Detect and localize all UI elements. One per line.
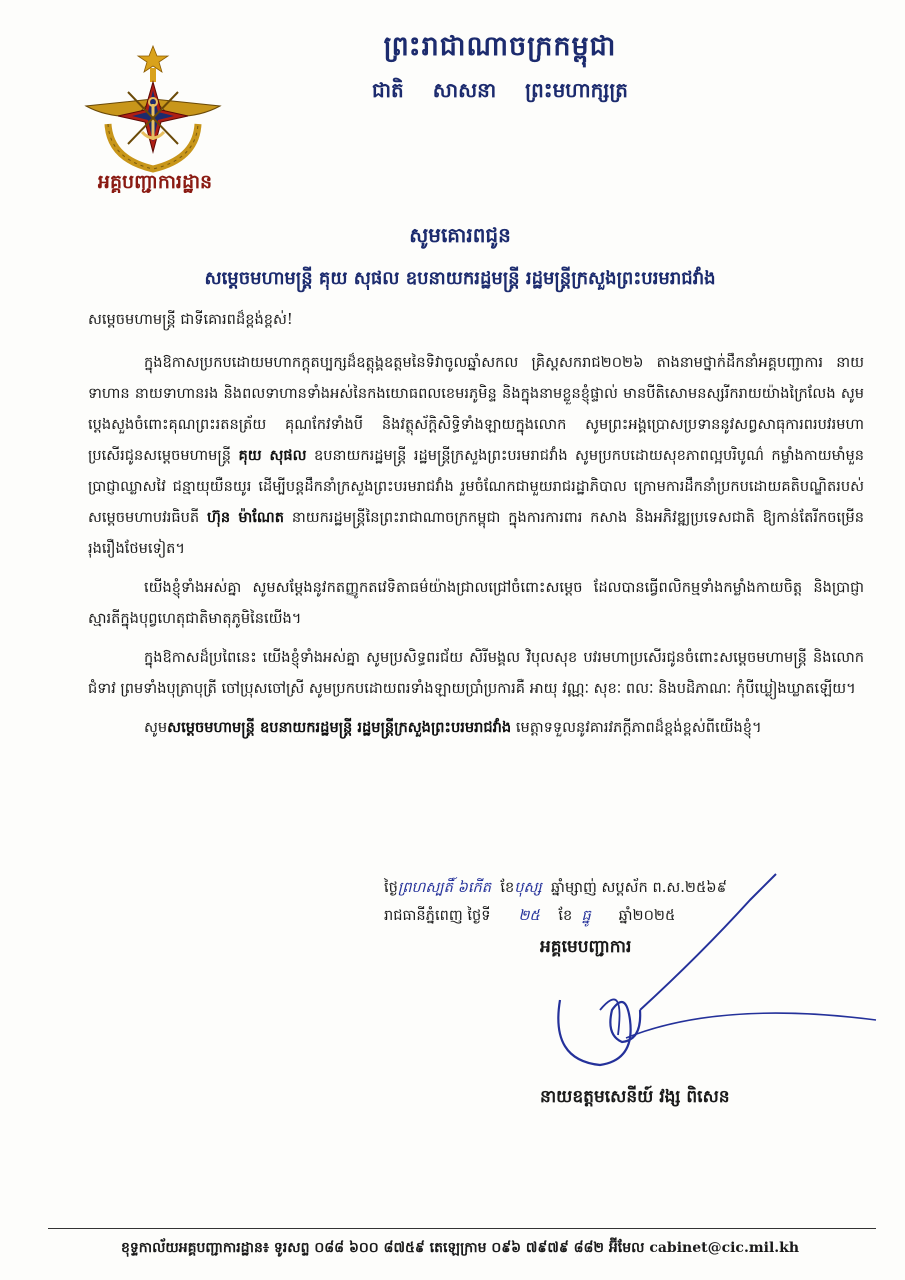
signatory-title: អគ្គមេបញ្ជាការ [540, 937, 632, 957]
salutation: សម្តេចមហាមន្ត្រី ជាទីគោរពដ៏ខ្ពង់ខ្ពស់! [88, 311, 293, 328]
paragraph-1-text-a: ក្នុងឱកាសប្រកបដោយមហាកក្តុតប្បក្សដ៏ឧត្តុង្គឧត្តមនៃទិវាចូលឆ្នាំសកល គ្រិស្តសករាជ២០២៦ តាងនាមថ្នាក់ដឹកនាំអគ្គបញ្ជាការ នាយទាហាន នាយទាហានរង និងពលទាហានទាំងអស់នៃកងយោធពលខេមរភូមិន្ទ និងក្នុងនាមខ្លួនខ្ញុំផ្ទាល់ មានបីតិសោមនស្សរីករាយយ៉ាងក្រៃលែង សូមប្ដេងសួងចំពោះគុណព្រះរតនត្រ័យ គុណកែវទាំងបី និងវត្ថុស័ក្តិសិទ្ធិទាំងឡាយក្នុងលោក សូមព្រះអង្គប្រោសប្រទាននូវសព្វសាធុការពរបវរមហាប្រសើរជូនសម្តេចមហាមន្ត្រី [88, 354, 864, 464]
paragraph-1-name: គុយ សុផល [238, 447, 307, 464]
paragraph-4-text-b: មេត្តាទទួលនូវគារវភក្តីភាពដ៏ខ្ពង់ខ្ពស់ពីយើងខ្ញុំ។ [515, 719, 762, 736]
paragraph-1-text-b: ឧបនាយករដ្ឋមន្ត្រី រដ្ឋមន្ត្រីក្រសួងព្រះបរមរាជវាំង សូមប្រកបដោយសុខភាពល្អបរិបូណ៌ កម្លាំងកាយមាំមួន ប្រាជ្ញាឈ្លាសវៃ ជន្មាយុយឺនយូរ ដើម្បីបន្តដឹកនាំក្រសួងព្រះបរមរាជវាំង រួមចំណែកជាមួយរាជរដ្ឋាភិបាល ក្រោមការដឹកនាំប្រកបដោយគតិបណ្ឌិតរបស់សម្តេចមហាបវរធិបតី [88, 447, 865, 526]
footer-divider [48, 1228, 876, 1229]
addressee-greeting: សូមគោរពជូន [409, 223, 511, 247]
dateline-solar-day: ២៥ [518, 907, 540, 924]
paragraph-1-pm-name: ហ៊ុន ម៉ាណែត [206, 509, 284, 526]
footer-contact: ខុទ្ទកាល័យអគ្គបញ្ជាការដ្ឋាន៖ ទូរសព្ទ ០៨៨ ៦០០ ៨៧៥៩ តេឡេក្រាម ០៩៦ ៧៩៧៩ ៨៨២ អ៊ីមែល cabinet@cic.mil.kh [120, 1240, 800, 1256]
dateline-solar-suffix: ឆ្នាំ២០២៥ [618, 907, 676, 924]
letter-body [88, 304, 864, 751]
dateline-lunar-month: បុស្ស [514, 879, 542, 896]
dateline-solar-month: ធ្នូ [581, 907, 591, 924]
addressee-block [60, 222, 860, 293]
kingdom-heading [340, 30, 660, 107]
paragraph-4-text-a: សូម [144, 719, 168, 736]
dateline-lunar-prefix: ថ្ងៃ [384, 879, 398, 896]
paragraph-1-text-c: នាយករដ្ឋមន្ត្រីនៃព្រះរាជាណាចក្រកម្ពុជា ក្នុងការការពារ កសាង និងអភិវឌ្ឍប្រទេសជាតិ ឱ្យកាន់តែរីកចម្រើនរុងរឿងថែមទៀត។ [88, 509, 865, 557]
paragraph-4 [88, 712, 864, 743]
dateline-lunar-month-label: ខែ [500, 879, 515, 896]
military-emblem-icon [78, 44, 228, 174]
kingdom-title: ព្រះរាជាណាចក្រកម្ពុជា [383, 31, 617, 62]
paragraph-3: ក្នុងឱកាសដ៏ប្រពៃនេះ យើងខ្ញុំទាំងអស់គ្នា សូមប្រសិទ្ធពរជ័យ សិរីមង្គល វិបុលសុខ បវរមហាប្រសើរជូនចំពោះសម្តេចមហាមន្ត្រី និងលោកជំទាវ ព្រមទាំងបុត្រាបុត្រី ចៅប្រុសចៅស្រី សូមប្រកបដោយពរទាំងឡាយប្រាំប្រការគឺ អាយុ វណ្ណៈ សុខៈ ពលៈ និងបដិភាណៈ កុំបីឃ្លៀងឃ្លាតឡើយ។ [88, 649, 864, 697]
command-name: អគ្គបញ្ជាការដ្ឋាន [97, 171, 213, 193]
dateline-lunar-day: ព្រហស្បតិ៍ ៦កើត [397, 879, 492, 896]
dateline-solar-month-label: ខែ [558, 907, 573, 924]
dateline-solar-prefix: រាជធានីភ្នំពេញ ថ្ងៃទី [384, 907, 491, 924]
handwritten-signature-icon [540, 860, 880, 1100]
addressee-name: សម្តេចមហាមន្ត្រី គុយ សុផល ឧបនាយករដ្ឋមន្ត្រី រដ្ឋមន្ត្រីក្រសួងព្រះបរមរាជវាំង [204, 268, 716, 289]
paragraph-1 [88, 347, 864, 564]
signatory-name: នាយឧត្តមសេនីយ៍ វង្ស ពិសេន [540, 1087, 730, 1107]
kingdom-motto: ជាតិ សាសនា ព្រះមហាក្សត្រ [372, 78, 628, 102]
paragraph-4-title: សម្តេចមហាមន្ត្រី ឧបនាយករដ្ឋមន្ត្រី រដ្ឋមន្ត្រីក្រសួងព្រះបរមរាជវាំង [167, 719, 512, 736]
dateline-lunar-suffix: ឆ្នាំម្សាញ់ សប្តស័ក ព.ស.២៥៦៩ [551, 879, 727, 896]
paragraph-2: យើងខ្ញុំទាំងអស់គ្នា សូមសម្តែងនូវកតញ្ញូកតវេទិតាធម៌យ៉ាងជ្រាលជ្រៅចំពោះសម្តេច ដែលបានធ្វើពលិកម្មទាំងកម្លាំងកាយចិត្ត និងប្រាជ្ញាស្មារតីក្នុងបុព្វហេតុជាតិមាតុភូមិនៃយើង។ [88, 579, 864, 627]
